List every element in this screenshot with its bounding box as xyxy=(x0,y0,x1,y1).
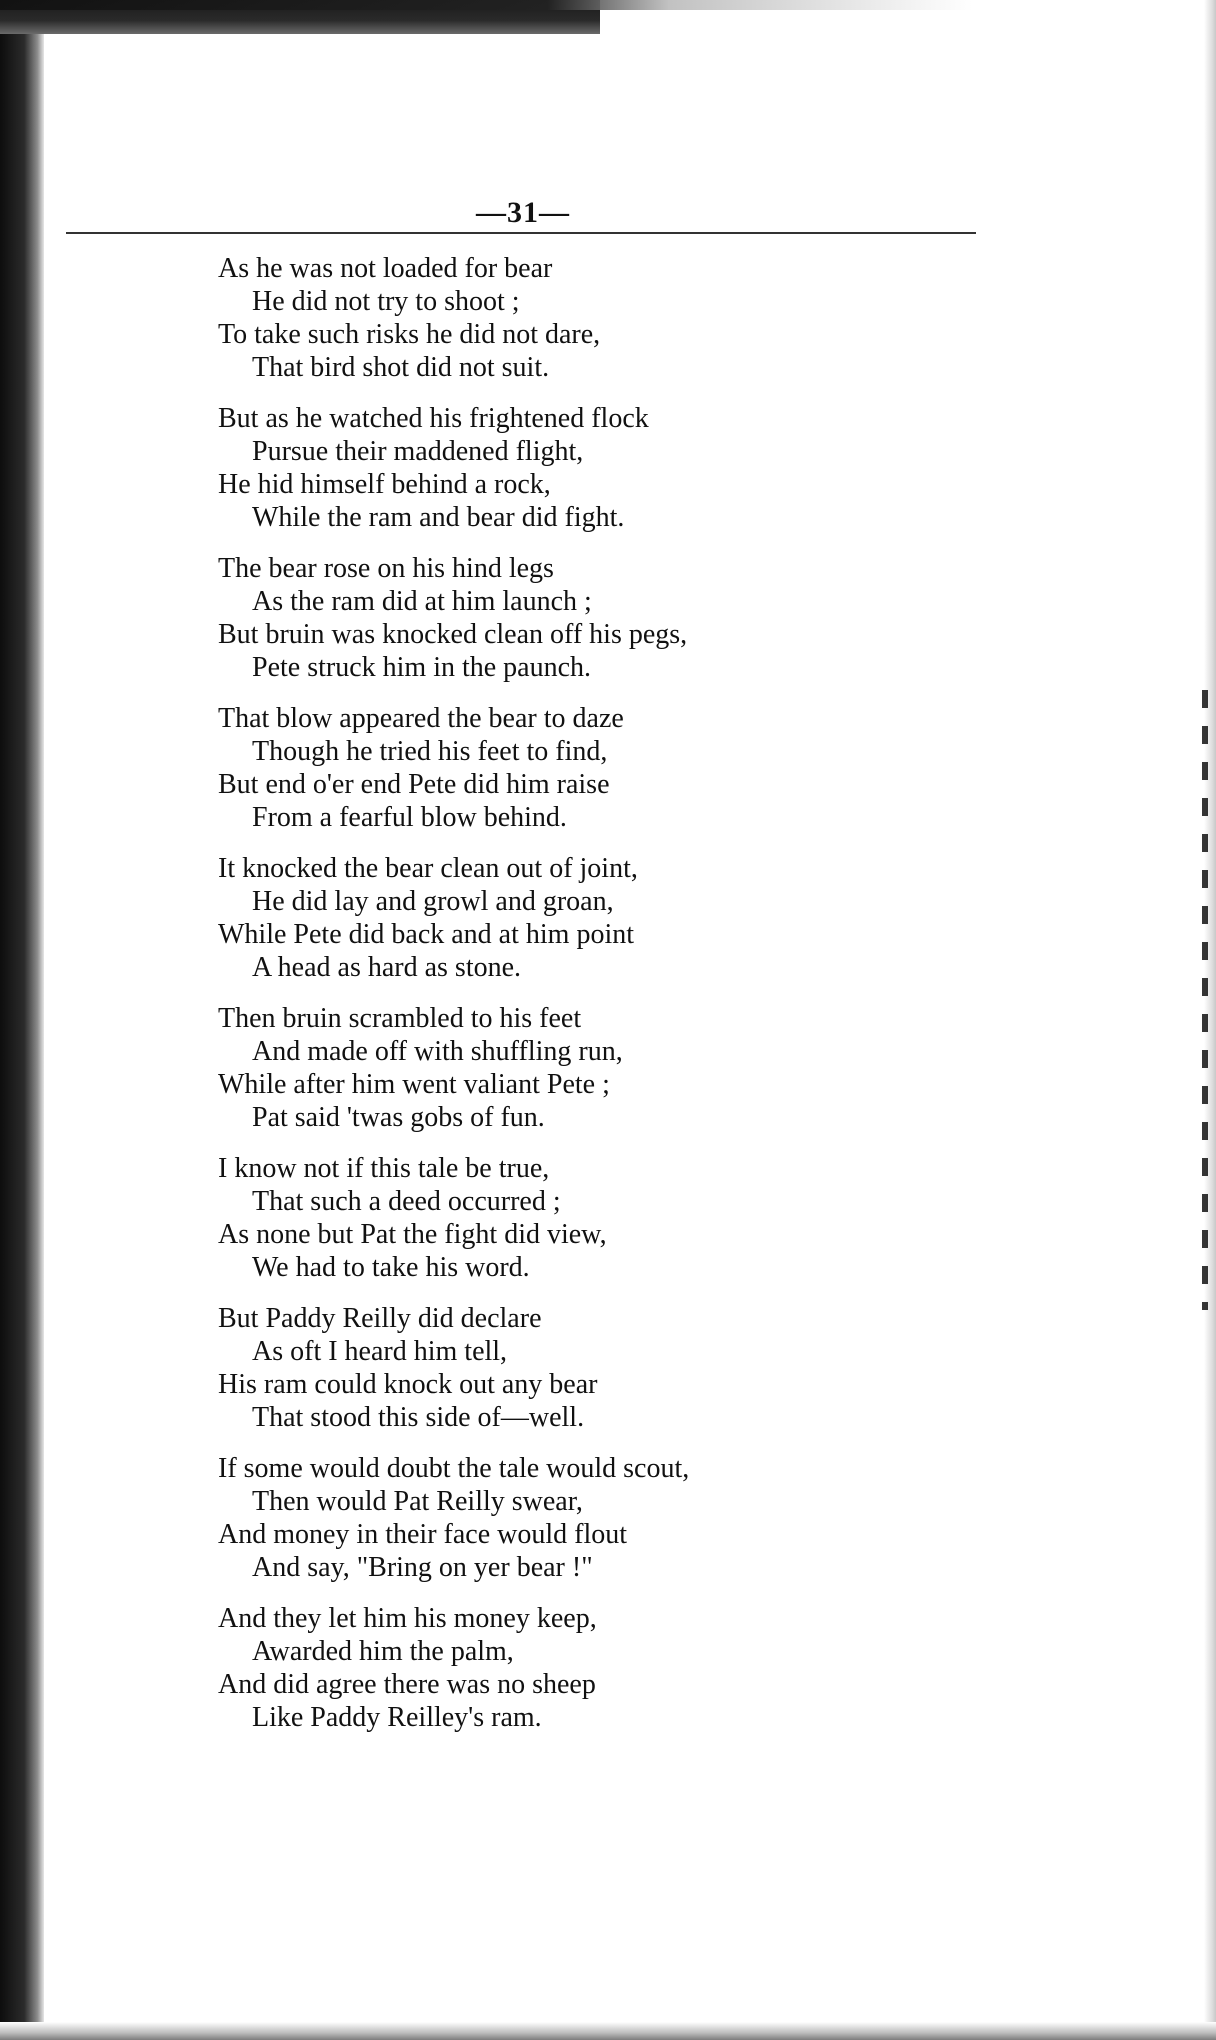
stanza xyxy=(218,702,978,834)
stanza xyxy=(218,1002,978,1134)
poem-line: While after him went valiant Pete ; xyxy=(218,1069,610,1100)
poem-line: Awarded him the palm, xyxy=(252,1636,514,1667)
stanza xyxy=(218,552,978,684)
poem-line: But Paddy Reilly did declare xyxy=(218,1303,542,1334)
poem-line: The bear rose on his hind legs xyxy=(218,553,554,584)
poem-line: That bird shot did not suit. xyxy=(252,352,550,383)
poem-line: From a fearful blow behind. xyxy=(252,802,567,833)
stanza xyxy=(218,1602,978,1734)
book-page xyxy=(58,36,1198,2026)
poem-line: Though he tried his feet to find, xyxy=(252,736,608,767)
scan-left-border xyxy=(0,0,44,2040)
poem-line: Like Paddy Reilley's ram. xyxy=(252,1702,542,1733)
scan-top-shadow xyxy=(0,0,1216,10)
poem-line: Then would Pat Reilly swear, xyxy=(252,1486,583,1517)
page-edge-marks xyxy=(1202,690,1208,1310)
stanza xyxy=(218,1452,978,1584)
page-number: —31— xyxy=(476,196,570,229)
poem-line: While Pete did back and at him point xyxy=(218,919,635,950)
poem-line: Pursue their maddened flight, xyxy=(252,436,584,467)
poem-line: While the ram and bear did fight. xyxy=(252,502,625,533)
poem-line: And they let him his money keep, xyxy=(218,1603,597,1634)
poem-line: As none but Pat the fight did view, xyxy=(218,1219,607,1250)
poem-line: As the ram did at him launch ; xyxy=(252,586,592,617)
poem-line: And did agree there was no sheep xyxy=(218,1669,596,1700)
poem-line: He did lay and growl and groan, xyxy=(252,886,614,917)
poem-line: It knocked the bear clean out of joint, xyxy=(218,853,638,884)
stanza xyxy=(218,1302,978,1434)
poem-line: We had to take his word. xyxy=(252,1252,530,1283)
poem xyxy=(218,252,978,1752)
poem-line: That stood this side of—well. xyxy=(252,1402,585,1433)
poem-line: But as he watched his frightened flock xyxy=(218,403,649,434)
poem-line: Pat said 'twas gobs of fun. xyxy=(252,1102,545,1133)
header-rule xyxy=(66,232,976,234)
poem-line: He hid himself behind a rock, xyxy=(218,469,551,500)
stanza xyxy=(218,252,978,384)
poem-line: Pete struck him in the paunch. xyxy=(252,652,592,683)
poem-line: That blow appeared the bear to daze xyxy=(218,703,624,734)
poem-line: Then bruin scrambled to his feet xyxy=(218,1003,582,1034)
poem-line: If some would doubt the tale would scout, xyxy=(218,1453,690,1484)
poem-line: And money in their face would flout xyxy=(218,1519,628,1550)
poem-line: And say, "Bring on yer bear !" xyxy=(252,1552,593,1583)
stanza xyxy=(218,852,978,984)
poem-line: As he was not loaded for bear xyxy=(218,253,553,284)
poem-line: To take such risks he did not dare, xyxy=(218,319,601,350)
poem-line: As oft I heard him tell, xyxy=(252,1336,508,1367)
poem-line: But end o'er end Pete did him raise xyxy=(218,769,610,800)
stanza xyxy=(218,402,978,534)
poem-line: His ram could knock out any bear xyxy=(218,1369,598,1400)
poem-line: A head as hard as stone. xyxy=(252,952,522,983)
stanza xyxy=(218,1152,978,1284)
poem-line: But bruin was knocked clean off his pegs, xyxy=(218,619,688,650)
poem-line: And made off with shuffling run, xyxy=(252,1036,623,1067)
poem-line: That such a deed occurred ; xyxy=(252,1186,561,1217)
poem-line: I know not if this tale be true, xyxy=(218,1153,550,1184)
poem-line: He did not try to shoot ; xyxy=(252,286,520,317)
